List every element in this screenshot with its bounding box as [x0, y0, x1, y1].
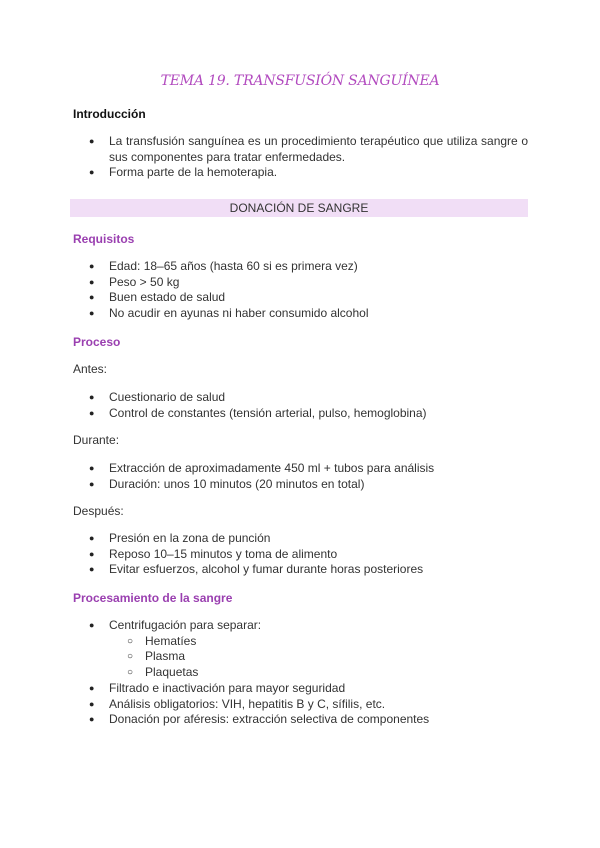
list-item: ● Extracción de aproximadamente 450 ml + tubos para análisis [73, 461, 528, 477]
list-item: ● Centrifugación para separar: [73, 618, 528, 634]
procesamiento-heading: Procesamiento de la sangre [73, 591, 233, 605]
list-item: ● Cuestionario de salud [73, 390, 528, 406]
intro-heading: Introducción [73, 107, 146, 121]
sub-list-item: ○ Plaquetas [73, 665, 528, 681]
list-item: ● No acudir en ayunas ni haber consumido alcohol [73, 306, 528, 322]
intro-list [73, 134, 528, 181]
list-item: ● Forma parte de la hemoterapia. [73, 165, 528, 181]
list-item: ● Presión en la zona de punción [73, 531, 528, 547]
list-item: ● La transfusión sanguínea es un procedimiento terapéutico que utiliza sangre o sus componentes para tratar enfermedades. [73, 134, 528, 165]
procesamiento-list [73, 618, 528, 728]
antes-label: Antes: [73, 362, 108, 376]
list-item: ● Peso > 50 kg [73, 275, 528, 291]
sub-list-item: ○ Plasma [73, 649, 528, 665]
antes-list [73, 390, 528, 421]
list-item: ● Donación por aféresis: extracción selectiva de componentes [73, 712, 528, 728]
list-item: ● Buen estado de salud [73, 290, 528, 306]
list-item: ● Reposo 10–15 minutos y toma de alimento [73, 547, 528, 563]
requisitos-list [73, 259, 528, 322]
despues-list [73, 531, 528, 578]
despues-label: Después: [73, 504, 124, 518]
sub-list-item: ○ Hematíes [73, 634, 528, 650]
section-band-donacion: DONACIÓN DE SANGRE [70, 199, 528, 217]
list-item: ● Duración: unos 10 minutos (20 minutos en total) [73, 477, 528, 493]
list-item: ● Análisis obligatorios: VIH, hepatitis B y C, sífilis, etc. [73, 697, 528, 713]
proceso-heading: Proceso [73, 335, 121, 349]
list-item: ● Control de constantes (tensión arterial, pulso, hemoglobina) [73, 406, 528, 422]
list-item: ● Edad: 18–65 años (hasta 60 si es primera vez) [73, 259, 528, 275]
durante-list [73, 461, 528, 492]
requisitos-heading: Requisitos [73, 232, 135, 246]
page-title: TEMA 19. TRANSFUSIÓN SANGUÍNEA [160, 73, 440, 89]
list-item: ● Evitar esfuerzos, alcohol y fumar durante horas posteriores [73, 562, 528, 578]
durante-label: Durante: [73, 433, 120, 447]
list-item: ● Filtrado e inactivación para mayor seguridad [73, 681, 528, 697]
